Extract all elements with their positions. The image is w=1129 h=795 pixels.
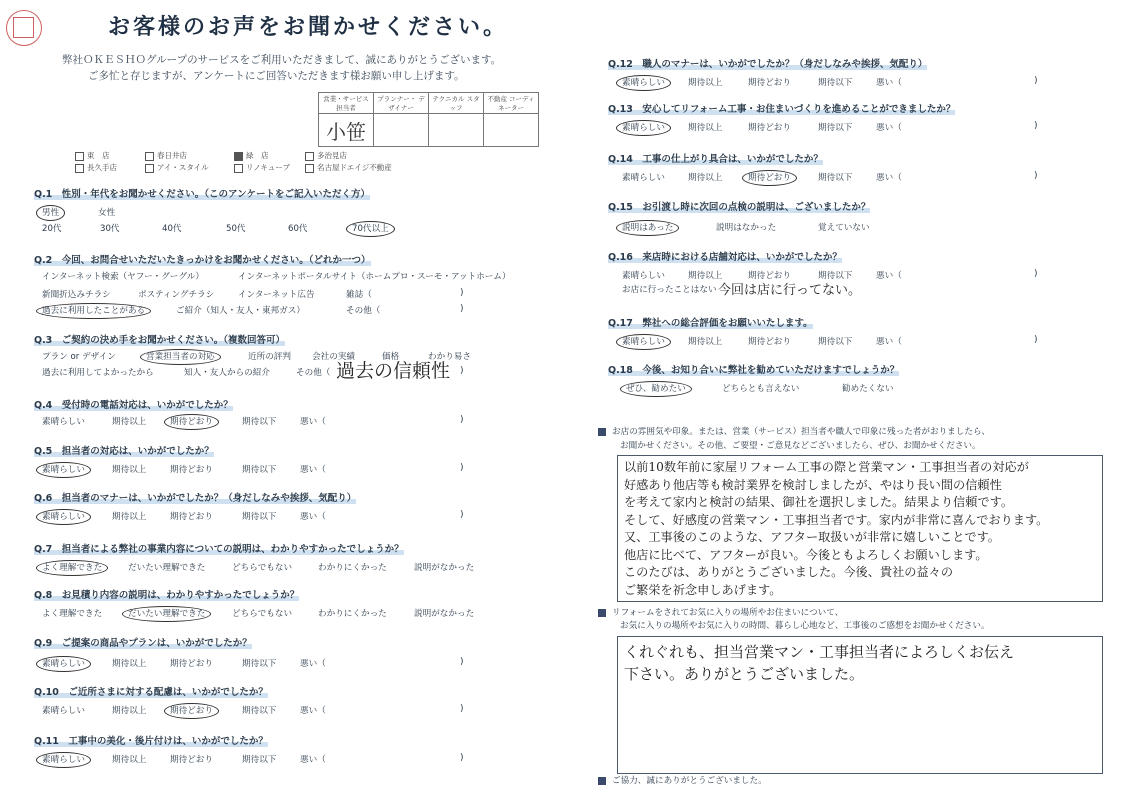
answer-option[interactable]: わかり易さ <box>428 352 471 362</box>
handwritten-line: 好感あり他店等も検討業界を検討しましたが、やはり長い間の信頼性 <box>624 477 1002 492</box>
question-1-label: Q.12 職人のマナーは、いかがでしたか？（身だしなみや挨拶、気配り） <box>608 59 928 70</box>
answer-option[interactable]: 期待以上 <box>688 271 723 281</box>
answer-option[interactable]: 期待以下 <box>242 755 277 765</box>
answer-option-selected[interactable]: 素晴らしい <box>622 76 671 88</box>
staff-header: プランナー・ デザイナー <box>374 93 429 114</box>
answer-option[interactable]: 知人・友人からの紹介 <box>184 368 270 378</box>
close-paren: ) <box>1034 76 1038 86</box>
answer-option[interactable]: 期待どおり <box>748 271 791 281</box>
answer-option[interactable]: 悪い（ <box>876 173 902 183</box>
answer-option[interactable]: 新聞折込みチラシ <box>42 290 111 300</box>
handwritten-line: を考えて家内と検討の結果、御社を選択しました。結果より信頼です。 <box>624 495 1014 509</box>
question-2-label: Q.2 今回、お問合せいただいたきっかけをお聞かせください。（どれか一つ） <box>34 255 371 266</box>
answer-option[interactable]: わかりにくかった <box>318 609 387 619</box>
comment2-prompt: リフォームをされてお気に入りの場所やお住まいについて、 <box>598 606 843 618</box>
close-paren: ) <box>460 415 464 425</box>
answer-option[interactable]: 悪い（ <box>876 337 902 347</box>
page-title: お客様のお声をお聞かせください。 <box>108 15 509 40</box>
answer-option[interactable]: インターネットポータルサイト（ホームプロ・スーモ・アットホーム） <box>238 272 511 282</box>
question-3-label: Q.14 工事の仕上がり具合は、いかがでしたか？ <box>608 154 823 165</box>
answer-option[interactable]: 悪い（ <box>300 465 326 475</box>
answer-option[interactable]: 悪い（ <box>876 123 902 133</box>
intro-line-2: ご多忙と存じますが、アンケートにご回答いただきます様お願い申し上げます。 <box>88 70 465 82</box>
comment2-box[interactable] <box>617 636 1103 774</box>
answer-option[interactable]: その他（ <box>346 306 381 316</box>
answer-option[interactable]: 期待以下 <box>818 337 853 347</box>
store-checkbox[interactable]: 春日井店 <box>145 150 187 161</box>
answer-option[interactable]: どちらとも言えない <box>722 384 800 394</box>
question-3-label: Q.3 ご契約の決め手をお聞かせください。（複数回答可） <box>34 335 286 346</box>
answer-option-selected[interactable]: 素晴らしい <box>42 753 91 765</box>
answer-option[interactable]: ポスティングチラシ <box>138 290 215 300</box>
answer-option[interactable]: 説明がなかった <box>414 609 475 619</box>
store-checkbox[interactable]: 東 店 <box>75 150 110 161</box>
comment1-prompt-2: お聞かせください。その他、ご要望・ご意見などございましたら、ぜひ、お聞かせください。 <box>620 441 981 451</box>
handwritten-line: ご繁栄を祈念申しあげます。 <box>624 582 782 597</box>
comment1-prompt: お店の雰囲気や印象。または、営業（サービス）担当者や職人で印象に残った者がおりましたら、 <box>598 425 990 437</box>
answer-option[interactable]: プラン or デザイン <box>42 352 116 362</box>
answer-option[interactable]: わかりにくかった <box>318 563 387 573</box>
answer-option[interactable]: 説明がなかった <box>414 563 475 573</box>
close-paren: ) <box>460 657 464 667</box>
answer-option[interactable]: 説明はなかった <box>716 223 777 233</box>
staff-planner-value[interactable] <box>374 114 429 147</box>
handwritten-answer: 今回は店に行ってない。 <box>718 283 862 298</box>
staff-header: 営業・サービス 担当者 <box>319 93 374 114</box>
comment2-prompt-2: お気に入りの場所やお気に入りの時間、暮らし心地など、工事後のご感想をお聞かせください。 <box>620 621 990 631</box>
answer-option[interactable]: よく理解できた <box>42 609 103 619</box>
question-10-label: Q.10 ご近所さまに対する配慮は、いかがでしたか？ <box>34 687 268 698</box>
close-paren: ) <box>460 510 464 520</box>
answer-option[interactable]: 素晴らしい <box>42 706 85 716</box>
answer-option[interactable]: 期待以上 <box>112 755 147 765</box>
question-11-label: Q.11 工事中の美化・後片付けは、いかがでしたか？ <box>34 736 268 747</box>
answer-option[interactable]: 悪い（ <box>876 78 902 88</box>
answer-option[interactable]: 悪い（ <box>876 271 902 281</box>
question-7-label: Q.18 今後、お知り合いに弊社を勧めていただけますでしょうか？ <box>608 365 900 376</box>
question-6-label: Q.6 担当者のマナーは、いかがでしたか？（身だしなみや挨拶、気配り） <box>34 493 357 504</box>
question-5-label: Q.16 来店時における店舗対応は、いかがでしたか？ <box>608 252 842 263</box>
answer-option[interactable]: 期待どおり <box>170 465 213 475</box>
staff-header: 不動産 コーディネーター <box>484 93 539 114</box>
answer-option[interactable]: 期待以下 <box>242 417 277 427</box>
answer-option[interactable]: 過去に利用してよかったから <box>42 368 154 378</box>
answer-option[interactable]: インターネット検索（ヤフー・グーグル） <box>42 272 204 282</box>
staff-estate-value[interactable] <box>484 114 539 147</box>
answer-option-selected[interactable]: 期待どおり <box>170 704 219 716</box>
answer-option[interactable]: ご紹介（知人・友人・東邦ガス） <box>176 306 305 316</box>
store-checkbox[interactable]: アイ・スタイル <box>145 162 209 173</box>
question-8-label: Q.8 お見積り内容の説明は、わかりやすかったでしょうか？ <box>34 590 300 601</box>
answer-option-selected[interactable]: 説明はあった <box>622 221 679 233</box>
answer-option[interactable]: 40代 <box>162 224 182 234</box>
answer-option-selected[interactable]: 営業担当者の対応 <box>146 350 221 362</box>
question-4-label: Q.4 受付時の電話対応は、いかがでしたか？ <box>34 400 233 411</box>
staff-technical-value[interactable] <box>429 114 484 147</box>
handwritten-line: 他店に比べて、アフターが良い。今後ともよろしくお願いします。 <box>624 547 988 562</box>
question-7-label: Q.7 担当者による弊社の事業内容についての説明は、わかりやすかったでしょうか？ <box>34 544 404 555</box>
answer-option[interactable]: 期待以下 <box>818 173 853 183</box>
handwritten-line: 以前10数年前に家屋リフォーム工事の際と営業マン・工事担当者の対応が <box>624 460 1029 474</box>
handwritten-line: 又、工事後のこのような、アフター取扱いが非常に嬉しいことです。 <box>624 530 1000 544</box>
answer-option[interactable]: 女性 <box>98 208 116 218</box>
staff-table <box>318 92 539 147</box>
answer-option[interactable]: 悪い（ <box>300 417 326 427</box>
answer-option[interactable]: 勧めたくない <box>842 384 894 394</box>
answer-option[interactable]: だいたい理解できた <box>128 563 206 573</box>
handwritten-answer: 過去の信頼性 <box>336 360 451 382</box>
answer-option[interactable]: 悪い（ <box>300 706 326 716</box>
answer-option[interactable]: どちらでもない <box>232 563 293 573</box>
question-6-label: Q.17 弊社への総合評価をお願いいたします。 <box>608 318 813 329</box>
answer-option-selected[interactable]: 素晴らしい <box>42 510 91 522</box>
answer-option[interactable]: 期待以下 <box>818 78 853 88</box>
answer-option[interactable]: 期待どおり <box>748 78 791 88</box>
answer-option[interactable]: 期待以上 <box>688 337 723 347</box>
answer-option[interactable]: 素晴らしい <box>622 173 665 183</box>
answer-option[interactable]: その他（ <box>296 368 331 378</box>
question-5-label: Q.5 担当者の対応は、いかがでしたか？ <box>34 446 214 457</box>
answer-option[interactable]: 期待以上 <box>688 173 723 183</box>
close-paren: ) <box>460 704 464 714</box>
handwritten-line: このたびは、ありがとうございました。今後、貴社の益々の <box>624 565 954 579</box>
comment1-box[interactable] <box>617 455 1103 602</box>
answer-option-selected[interactable]: 素晴らしい <box>42 463 91 475</box>
answer-option[interactable]: 期待以下 <box>818 123 853 133</box>
question-2-label: Q.13 安心してリフォーム工事・お住まいづくりを進めることができましたか？ <box>608 104 956 115</box>
answer-option[interactable]: 覚えていない <box>818 223 870 233</box>
answer-option-selected[interactable]: 期待どおり <box>748 171 797 183</box>
answer-option-selected[interactable]: 素晴らしい <box>42 657 91 669</box>
answer-option[interactable]: 悪い（ <box>300 512 326 522</box>
close-paren: ) <box>1034 335 1038 345</box>
handwritten-line: くれぐれも、担当営業マン・工事担当者によろしくお伝え <box>624 643 1015 661</box>
answer-option[interactable]: 期待どおり <box>170 512 213 522</box>
store-checkbox[interactable]: 多治見店 <box>305 150 347 161</box>
answer-option[interactable]: 素晴らしい <box>42 417 85 427</box>
store-checkbox[interactable]: 名古屋ドエイジ不動産 <box>305 162 392 173</box>
staff-sales-value[interactable]: 小笹 <box>319 114 374 147</box>
answer-option[interactable]: 近所の評判 <box>248 352 291 362</box>
answer-option[interactable]: 期待どおり <box>748 337 791 347</box>
close-paren: ) <box>460 463 464 473</box>
answer-option[interactable]: お店に行ったことはない <box>622 285 717 295</box>
answer-option[interactable]: 悪い（ <box>300 659 326 669</box>
close-paren: ) <box>1034 121 1038 131</box>
store-checkbox[interactable]: リノキューブ <box>234 162 290 173</box>
answer-option[interactable]: 価格 <box>382 352 400 362</box>
close-paren: ) <box>460 304 464 314</box>
answer-option[interactable]: 期待以下 <box>242 659 277 669</box>
answer-option-selected[interactable]: 70代以上 <box>352 222 395 234</box>
answer-option[interactable]: 期待以上 <box>112 512 147 522</box>
answer-option-selected[interactable]: 素晴らしい <box>622 335 671 347</box>
answer-option[interactable]: 期待どおり <box>170 755 213 765</box>
footer-thanks: ご協力、誠にありがとうございました。 <box>598 774 767 786</box>
close-paren: ) <box>460 753 464 763</box>
handwritten-line: そして、好感度の営業マン・工事担当者です。家内が非常に喜んでおります。 <box>624 512 1049 527</box>
close-paren: ) <box>460 288 464 298</box>
answer-option-selected[interactable]: ぜひ、勧めたい <box>626 382 692 394</box>
answer-option[interactable]: 60代 <box>288 224 308 234</box>
answer-option[interactable]: 雑誌（ <box>346 290 372 300</box>
answer-option[interactable]: 期待どおり <box>170 659 213 669</box>
answer-option[interactable]: 期待以上 <box>112 659 147 669</box>
close-paren: ) <box>460 366 464 376</box>
answer-option[interactable]: 期待以上 <box>112 706 147 716</box>
question-9-label: Q.9 ご提案の商品やプランは、いかがでしたか？ <box>34 638 252 649</box>
seal-stamp <box>6 10 42 46</box>
answer-option-selected[interactable]: 素晴らしい <box>622 121 671 133</box>
answer-option-selected[interactable]: 期待どおり <box>170 415 219 427</box>
store-checkbox[interactable]: 長久手店 <box>75 162 117 173</box>
answer-option-selected[interactable]: だいたい理解できた <box>128 607 211 619</box>
answer-option[interactable]: 期待以下 <box>242 706 277 716</box>
answer-option[interactable]: 期待どおり <box>748 123 791 133</box>
answer-option-selected[interactable]: 男性 <box>42 206 65 218</box>
answer-option[interactable]: 期待以下 <box>818 271 853 281</box>
intro-line-1: 弊社ＯＫＥＳＨＯグループのサービスをご利用いただきまして、誠にありがとうございます。 <box>62 54 502 66</box>
answer-option[interactable]: 期待以下 <box>242 512 277 522</box>
handwritten-line: 下さい。ありがとうございました。 <box>624 665 865 683</box>
answer-option[interactable]: 期待以上 <box>112 465 147 475</box>
answer-option[interactable]: 50代 <box>226 224 246 234</box>
answer-option[interactable]: 悪い（ <box>300 755 326 765</box>
staff-header: テクニカル スタッフ <box>429 93 484 114</box>
answer-option[interactable]: 期待以上 <box>688 123 723 133</box>
answer-option[interactable]: インターネット広告 <box>238 290 315 300</box>
answer-option[interactable]: 期待以上 <box>112 417 147 427</box>
store-checkbox-checked[interactable]: 緑 店 <box>234 150 269 161</box>
question-4-label: Q.15 お引渡し時に次回の点検の説明は、ございましたか？ <box>608 202 871 213</box>
close-paren: ) <box>1034 269 1038 279</box>
close-paren: ) <box>1034 171 1038 181</box>
answer-option-selected[interactable]: 過去に利用したことがある <box>42 304 151 316</box>
answer-option-selected[interactable]: よく理解できた <box>42 561 108 573</box>
answer-option[interactable]: どちらでもない <box>232 609 293 619</box>
answer-option[interactable]: 会社の実績 <box>312 352 355 362</box>
answer-option[interactable]: 20代 <box>42 224 62 234</box>
answer-option[interactable]: 30代 <box>100 224 120 234</box>
answer-option[interactable]: 素晴らしい <box>622 271 665 281</box>
question-1-label: Q.1 性別・年代をお聞かせください。（このアンケートをご記入いただく方） <box>34 189 370 200</box>
answer-option[interactable]: 期待以上 <box>688 78 723 88</box>
answer-option[interactable]: 期待以下 <box>242 465 277 475</box>
